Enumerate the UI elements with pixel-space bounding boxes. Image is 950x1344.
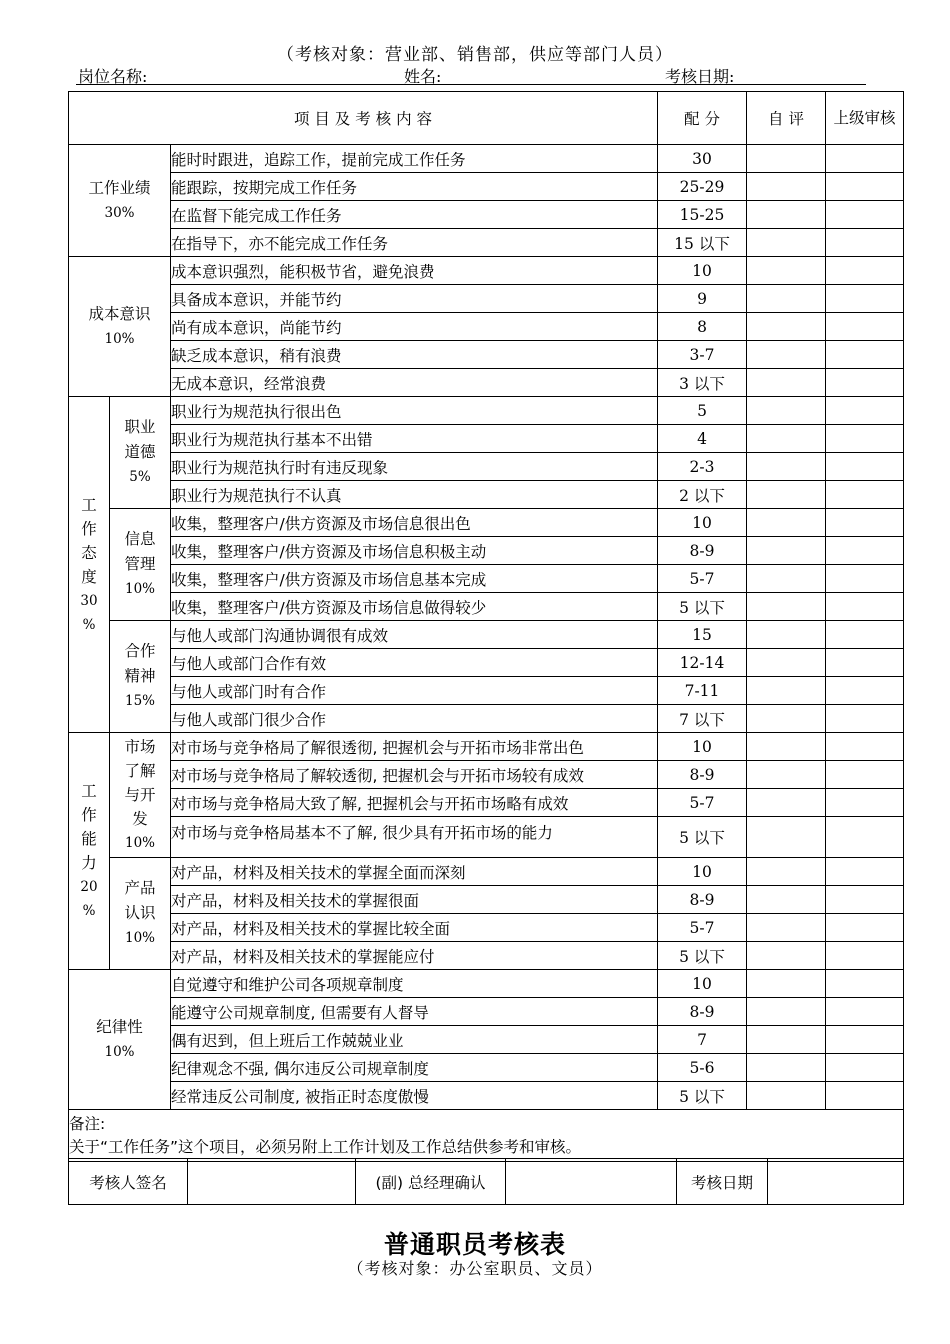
item-score: 2-3 — [658, 453, 747, 481]
superior-review-cell[interactable] — [826, 257, 904, 285]
item-score: 7 以下 — [658, 705, 747, 733]
next-form-title: 普通职员考核表 — [383, 1230, 566, 1259]
superior-review-cell[interactable] — [826, 970, 904, 998]
superior-review-cell[interactable] — [826, 285, 904, 313]
item-text: 与他人或部门沟通协调很有成效 — [171, 621, 658, 649]
superior-review-cell[interactable] — [826, 705, 904, 733]
superior-review-cell[interactable] — [826, 886, 904, 914]
item-text: 对产品，材料及相关技术的掌握比较全面 — [171, 914, 658, 942]
self-eval-column-header: 自 评 — [747, 92, 826, 145]
item-score: 8 — [658, 313, 747, 341]
self-eval-cell[interactable] — [747, 509, 826, 537]
item-score: 5-7 — [658, 565, 747, 593]
header-fields — [76, 64, 866, 85]
item-text: 在指导下，亦不能完成工作任务 — [171, 229, 658, 257]
notes-text: 关于“工作任务”这个项目，必须另附上工作计划及工作总结供参考和审核。 — [69, 1137, 582, 1156]
item-text: 职业行为规范执行基本不出错 — [171, 425, 658, 453]
superior-review-cell[interactable] — [826, 565, 904, 593]
superior-review-cell[interactable] — [826, 1026, 904, 1054]
table-row — [69, 858, 904, 886]
self-eval-cell[interactable] — [747, 914, 826, 942]
table-row — [69, 537, 904, 565]
self-eval-cell[interactable] — [747, 733, 826, 761]
gm-confirm-field[interactable] — [506, 1159, 677, 1205]
self-eval-cell[interactable] — [747, 761, 826, 789]
self-eval-cell[interactable] — [747, 621, 826, 649]
item-score: 7-11 — [658, 677, 747, 705]
self-eval-cell[interactable] — [747, 705, 826, 733]
self-eval-cell[interactable] — [747, 145, 826, 173]
item-text: 对市场与竞争格局基本不了解, 很少具有开拓市场的能力 — [171, 817, 658, 858]
self-eval-cell[interactable] — [747, 998, 826, 1026]
superior-review-cell[interactable] — [826, 942, 904, 970]
item-text: 具备成本意识，并能节约 — [171, 285, 658, 313]
item-score: 10 — [658, 257, 747, 285]
self-eval-cell[interactable] — [747, 1082, 826, 1110]
superior-review-cell[interactable] — [826, 621, 904, 649]
item-score: 10 — [658, 970, 747, 998]
item-text: 能时时跟进，追踪工作，提前完成工作任务 — [171, 145, 658, 173]
item-text: 与他人或部门很少合作 — [171, 705, 658, 733]
item-score: 5-7 — [658, 914, 747, 942]
item-score: 8-9 — [658, 998, 747, 1026]
table-row — [69, 1026, 904, 1054]
superior-review-cell[interactable] — [826, 677, 904, 705]
superior-review-cell[interactable] — [826, 593, 904, 621]
item-text: 缺乏成本意识，稍有浪费 — [171, 341, 658, 369]
table-row — [69, 229, 904, 257]
self-eval-cell[interactable] — [747, 229, 826, 257]
superior-review-cell[interactable] — [826, 537, 904, 565]
item-score: 5 — [658, 397, 747, 425]
table-row — [69, 509, 904, 537]
table-row — [69, 313, 904, 341]
item-score: 8-9 — [658, 886, 747, 914]
item-text: 收集，整理客户/供方资源及市场信息积极主动 — [171, 537, 658, 565]
table-row — [69, 705, 904, 733]
item-score: 4 — [658, 425, 747, 453]
notes-cell — [69, 1110, 904, 1162]
item-text: 与他人或部门合作有效 — [171, 649, 658, 677]
category-performance: 工作业绩 30% — [69, 145, 171, 257]
category-discipline: 纪律性 10% — [69, 970, 171, 1110]
table-row — [69, 817, 904, 858]
table-row — [69, 173, 904, 201]
superior-review-cell[interactable] — [826, 453, 904, 481]
table-row — [69, 369, 904, 397]
item-text: 对产品，材料及相关技术的掌握能应付 — [171, 942, 658, 970]
subcategory-teamwork: 合作 精神 15% — [110, 621, 171, 733]
item-text: 尚有成本意识，尚能节约 — [171, 313, 658, 341]
table-row — [69, 761, 904, 789]
self-eval-cell[interactable] — [747, 313, 826, 341]
self-eval-cell[interactable] — [747, 789, 826, 817]
superior-review-cell[interactable] — [826, 425, 904, 453]
item-text: 收集，整理客户/供方资源及市场信息做得较少 — [171, 593, 658, 621]
item-score: 8-9 — [658, 537, 747, 565]
signature-row — [69, 1159, 904, 1205]
self-eval-cell[interactable] — [747, 858, 826, 886]
notes-label: 备注: — [69, 1114, 106, 1133]
item-score: 30 — [658, 145, 747, 173]
table-row — [69, 285, 904, 313]
table-row — [69, 1054, 904, 1082]
item-text: 成本意识强烈，能积极节省，避免浪费 — [171, 257, 658, 285]
self-eval-cell[interactable] — [747, 970, 826, 998]
item-score: 15-25 — [658, 201, 747, 229]
item-score: 9 — [658, 285, 747, 313]
table-header-row — [69, 92, 904, 145]
self-eval-cell[interactable] — [747, 593, 826, 621]
table-row — [69, 998, 904, 1026]
superior-review-cell[interactable] — [826, 229, 904, 257]
table-row — [69, 425, 904, 453]
superior-review-cell[interactable] — [826, 733, 904, 761]
superior-review-cell[interactable] — [826, 341, 904, 369]
item-text: 能跟踪，按期完成工作任务 — [171, 173, 658, 201]
content-column-header: 项 目 及 考 核 内 容 — [69, 92, 658, 145]
item-score: 15 以下 — [658, 229, 747, 257]
table-row — [69, 914, 904, 942]
superior-review-cell[interactable] — [826, 397, 904, 425]
superior-review-cell[interactable] — [826, 1054, 904, 1082]
item-score: 5 以下 — [658, 593, 747, 621]
item-text: 纪律观念不强, 偶尔违反公司规章制度 — [171, 1054, 658, 1082]
self-eval-cell[interactable] — [747, 369, 826, 397]
name-label: 姓名: — [404, 67, 442, 86]
item-text: 在监督下能完成工作任务 — [171, 201, 658, 229]
item-text: 对产品，材料及相关技术的掌握很面 — [171, 886, 658, 914]
item-score: 2 以下 — [658, 481, 747, 509]
date-label: 考核日期: — [665, 67, 735, 86]
self-eval-cell[interactable] — [747, 453, 826, 481]
item-score: 5-7 — [658, 789, 747, 817]
review-date-label: 考核日期 — [677, 1159, 768, 1205]
table-row — [69, 649, 904, 677]
notes-row — [69, 1110, 904, 1162]
category-attitude: 工 作 态 度 30 % — [69, 397, 110, 733]
superior-review-cell[interactable] — [826, 789, 904, 817]
self-eval-cell[interactable] — [747, 537, 826, 565]
review-date-field[interactable] — [768, 1159, 904, 1205]
item-score: 8-9 — [658, 761, 747, 789]
self-eval-cell[interactable] — [747, 677, 826, 705]
table-row — [69, 481, 904, 509]
self-eval-cell[interactable] — [747, 173, 826, 201]
item-text: 经常违反公司制度, 被指正时态度傲慢 — [171, 1082, 658, 1110]
self-eval-cell[interactable] — [747, 397, 826, 425]
table-row — [69, 593, 904, 621]
table-row — [69, 677, 904, 705]
item-score: 25-29 — [658, 173, 747, 201]
table-row — [69, 145, 904, 173]
reviewer-signature-label: 考核人签名 — [69, 1159, 188, 1205]
subcategory-market: 市场 了解 与开 发 10% — [110, 733, 171, 858]
self-eval-cell[interactable] — [747, 425, 826, 453]
table-row — [69, 201, 904, 229]
item-text: 职业行为规范执行时有违反现象 — [171, 453, 658, 481]
superior-review-cell[interactable] — [826, 649, 904, 677]
self-eval-cell[interactable] — [747, 565, 826, 593]
table-row — [69, 1082, 904, 1110]
item-text: 自觉遵守和维护公司各项规章制度 — [171, 970, 658, 998]
item-score: 15 — [658, 621, 747, 649]
table-row — [69, 397, 904, 425]
superior-review-cell[interactable] — [826, 817, 904, 858]
signature-table — [68, 1158, 904, 1205]
item-score: 12-14 — [658, 649, 747, 677]
superior-review-cell[interactable] — [826, 998, 904, 1026]
item-score: 7 — [658, 1026, 747, 1054]
self-eval-cell[interactable] — [747, 201, 826, 229]
item-score: 10 — [658, 858, 747, 886]
evaluation-table — [68, 91, 904, 1162]
score-column-header: 配 分 — [658, 92, 747, 145]
item-score: 3-7 — [658, 341, 747, 369]
self-eval-cell[interactable] — [747, 341, 826, 369]
table-row — [69, 942, 904, 970]
table-row — [69, 257, 904, 285]
superior-review-cell[interactable] — [826, 313, 904, 341]
table-row — [69, 886, 904, 914]
item-text: 对市场与竞争格局了解较透彻, 把握机会与开拓市场较有成效 — [171, 761, 658, 789]
item-score: 10 — [658, 733, 747, 761]
item-text: 与他人或部门时有合作 — [171, 677, 658, 705]
item-text: 收集，整理客户/供方资源及市场信息基本完成 — [171, 565, 658, 593]
subcategory-ethics: 职业 道德 5% — [110, 397, 171, 509]
superior-review-column-header: 上级审核 — [826, 92, 904, 145]
superior-review-cell[interactable] — [826, 369, 904, 397]
self-eval-cell[interactable] — [747, 649, 826, 677]
superior-review-cell[interactable] — [826, 761, 904, 789]
item-text: 偶有迟到，但上班后工作兢兢业业 — [171, 1026, 658, 1054]
top-subtitle: （考核对象：营业部、销售部，供应等部门人员） — [277, 45, 673, 65]
table-row — [69, 621, 904, 649]
self-eval-cell[interactable] — [747, 1026, 826, 1054]
superior-review-cell[interactable] — [826, 858, 904, 886]
item-text: 职业行为规范执行不认真 — [171, 481, 658, 509]
item-score: 10 — [658, 509, 747, 537]
superior-review-cell[interactable] — [826, 1082, 904, 1110]
self-eval-cell[interactable] — [747, 886, 826, 914]
superior-review-cell[interactable] — [826, 173, 904, 201]
table-row — [69, 970, 904, 998]
table-row — [69, 565, 904, 593]
item-text: 对市场与竞争格局了解很透彻, 把握机会与开拓市场非常出色 — [171, 733, 658, 761]
gm-confirm-label: (副) 总经理确认 — [356, 1159, 506, 1205]
self-eval-cell[interactable] — [747, 1054, 826, 1082]
self-eval-cell[interactable] — [747, 285, 826, 313]
category-cost: 成本意识 10% — [69, 257, 171, 397]
table-row — [69, 341, 904, 369]
reviewer-signature-field[interactable] — [188, 1159, 356, 1205]
item-score: 5 以下 — [658, 942, 747, 970]
position-label: 岗位名称: — [78, 67, 148, 86]
item-text: 职业行为规范执行很出色 — [171, 397, 658, 425]
table-row — [69, 733, 904, 761]
item-score: 5 以下 — [658, 817, 747, 858]
table-row — [69, 453, 904, 481]
item-text: 收集，整理客户/供方资源及市场信息很出色 — [171, 509, 658, 537]
self-eval-cell[interactable] — [747, 481, 826, 509]
subcategory-product: 产品 认识 10% — [110, 858, 171, 970]
item-score: 5-6 — [658, 1054, 747, 1082]
self-eval-cell[interactable] — [747, 257, 826, 285]
category-ability: 工 作 能 力 20 % — [69, 733, 110, 970]
self-eval-cell[interactable] — [747, 817, 826, 858]
next-form-subtitle: （考核对象：办公室职员、文员） — [347, 1259, 603, 1278]
superior-review-cell[interactable] — [826, 145, 904, 173]
superior-review-cell[interactable] — [826, 201, 904, 229]
item-text: 能遵守公司规章制度, 但需要有人督导 — [171, 998, 658, 1026]
superior-review-cell[interactable] — [826, 509, 904, 537]
item-text: 对产品，材料及相关技术的掌握全面而深刻 — [171, 858, 658, 886]
subcategory-info: 信息 管理 10% — [110, 509, 171, 621]
self-eval-cell[interactable] — [747, 942, 826, 970]
superior-review-cell[interactable] — [826, 481, 904, 509]
item-text: 对市场与竞争格局大致了解, 把握机会与开拓市场略有成效 — [171, 789, 658, 817]
superior-review-cell[interactable] — [826, 914, 904, 942]
item-text: 无成本意识，经常浪费 — [171, 369, 658, 397]
table-row — [69, 789, 904, 817]
item-score: 5 以下 — [658, 1082, 747, 1110]
item-score: 3 以下 — [658, 369, 747, 397]
